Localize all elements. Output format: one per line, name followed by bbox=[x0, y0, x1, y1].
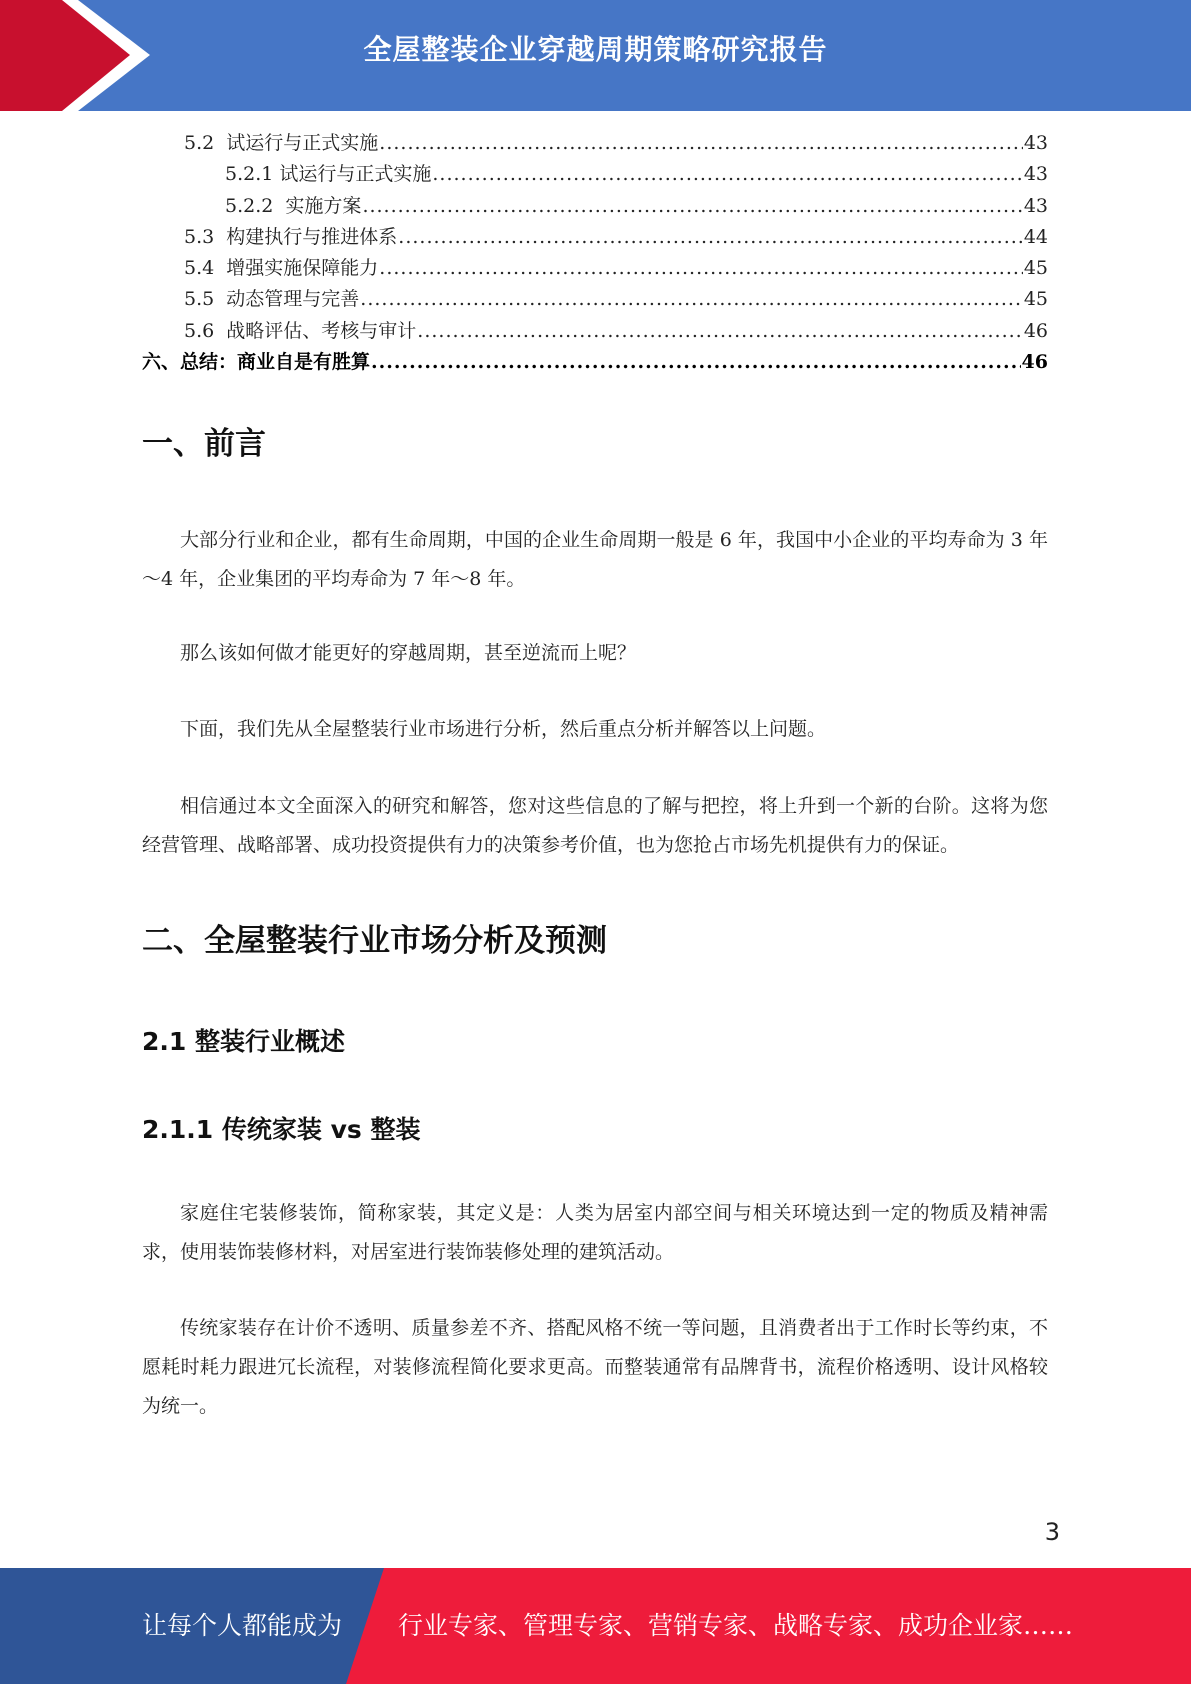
paragraph: 那么该如何做才能更好的穿越周期，甚至逆流而上呢？ bbox=[180, 642, 637, 664]
toc-entry-label: 5.6 战略评估、考核与审计 bbox=[184, 319, 417, 342]
header-red-arrow-decoration bbox=[0, 0, 150, 111]
toc-leader-dots bbox=[379, 257, 1023, 279]
paragraph: 大部分行业和企业，都有生命周期，中国的企业生命周期一般是 6 年，我国中小企业的平均寿命为 3 年～4 年，企业集团的平均寿命为 7 年～8 年。 bbox=[142, 529, 1048, 590]
toc-entry-label: 5.2 试运行与正式实施 bbox=[184, 132, 379, 154]
paragraph: 家庭住宅装修装饰，简称家装，其定义是：人类为居室内部空间与相关环境达到一定的物质及精神需求，使用装饰装修材料，对居室进行装饰装修处理的建筑活动。 bbox=[142, 1202, 1048, 1263]
toc-leader-dots bbox=[379, 132, 1023, 154]
document-body bbox=[142, 418, 1048, 1426]
toc-entry[interactable] bbox=[142, 222, 1048, 253]
toc-leader-dots bbox=[362, 195, 1022, 217]
toc-entry-label: 5.4 增强实施保障能力 bbox=[184, 257, 379, 280]
toc-entry-label: 5.3 构建执行与推进体系 bbox=[184, 225, 398, 248]
toc-entry-page: 43 bbox=[1023, 163, 1048, 186]
footer-slogan-right: 行业专家、管理专家、营销专家、战略专家、成功企业家…… bbox=[398, 1611, 1074, 1640]
toc-entry[interactable] bbox=[142, 284, 1048, 315]
subsubsection-heading: 2.1.1 传统家装 vs 整装 bbox=[142, 1115, 421, 1144]
toc-leader-dots bbox=[417, 320, 1023, 342]
toc-entry[interactable] bbox=[142, 316, 1048, 347]
paragraph: 下面，我们先从全屋整装行业市场进行分析，然后重点分析并解答以上问题。 bbox=[180, 718, 827, 740]
toc-entry-page: 46 bbox=[1021, 351, 1048, 374]
toc-entry-page: 43 bbox=[1023, 194, 1048, 217]
toc-leader-dots bbox=[360, 288, 1023, 310]
subsection-heading: 2.1 整装行业概述 bbox=[142, 1027, 345, 1056]
toc-entry-page: 43 bbox=[1023, 132, 1048, 154]
toc-entry[interactable] bbox=[142, 253, 1048, 284]
toc-entry-label: 5.2.1 试运行与正式实施 bbox=[225, 163, 432, 186]
page-number: 3 bbox=[1044, 1518, 1060, 1546]
table-of-contents bbox=[142, 128, 1048, 378]
toc-leader-dots bbox=[398, 226, 1023, 248]
footer-slogan-left: 让每个人都能成为 bbox=[142, 1611, 343, 1640]
section-heading-market: 二、全屋整装行业市场分析及预测 bbox=[142, 923, 607, 959]
toc-leader-dots bbox=[432, 163, 1022, 185]
toc-entry[interactable] bbox=[142, 159, 1048, 190]
header-banner bbox=[0, 0, 1191, 111]
toc-entry-label: 六、总结：商业自是有胜算 bbox=[142, 351, 371, 374]
report-title: 全屋整装企业穿越周期策略研究报告 bbox=[363, 33, 828, 66]
toc-leader-dots bbox=[371, 351, 1021, 373]
paragraph: 传统家装存在计价不透明、质量参差不齐、搭配风格不统一等问题，且消费者出于工作时长等约束，不愿耗时耗力跟进冗长流程，对装修流程简化要求更高。而整装通常有品牌背书，流程价格透明、设计风格较为统一。 bbox=[142, 1317, 1048, 1417]
toc-entry-label: 5.5 动态管理与完善 bbox=[184, 288, 360, 311]
section-heading-preface: 一、前言 bbox=[142, 426, 266, 462]
paragraph: 相信通过本文全面深入的研究和解答，您对这些信息的了解与把控，将上升到一个新的台阶。这将为您经营管理、战略部署、成功投资提供有力的决策参考价值，也为您抢占市场先机提供有力的保证。 bbox=[142, 795, 1048, 856]
toc-entry-page: 45 bbox=[1023, 257, 1048, 280]
toc-entry-page: 46 bbox=[1023, 319, 1048, 342]
toc-entry-page: 44 bbox=[1023, 225, 1048, 248]
toc-entry-page: 45 bbox=[1023, 288, 1048, 311]
toc-entry-chapter[interactable] bbox=[142, 347, 1048, 378]
footer-banner bbox=[0, 1568, 1191, 1684]
toc-entry[interactable] bbox=[142, 191, 1048, 222]
toc-entry[interactable] bbox=[142, 128, 1048, 159]
toc-entry-label: 5.2.2 实施方案 bbox=[225, 194, 362, 217]
